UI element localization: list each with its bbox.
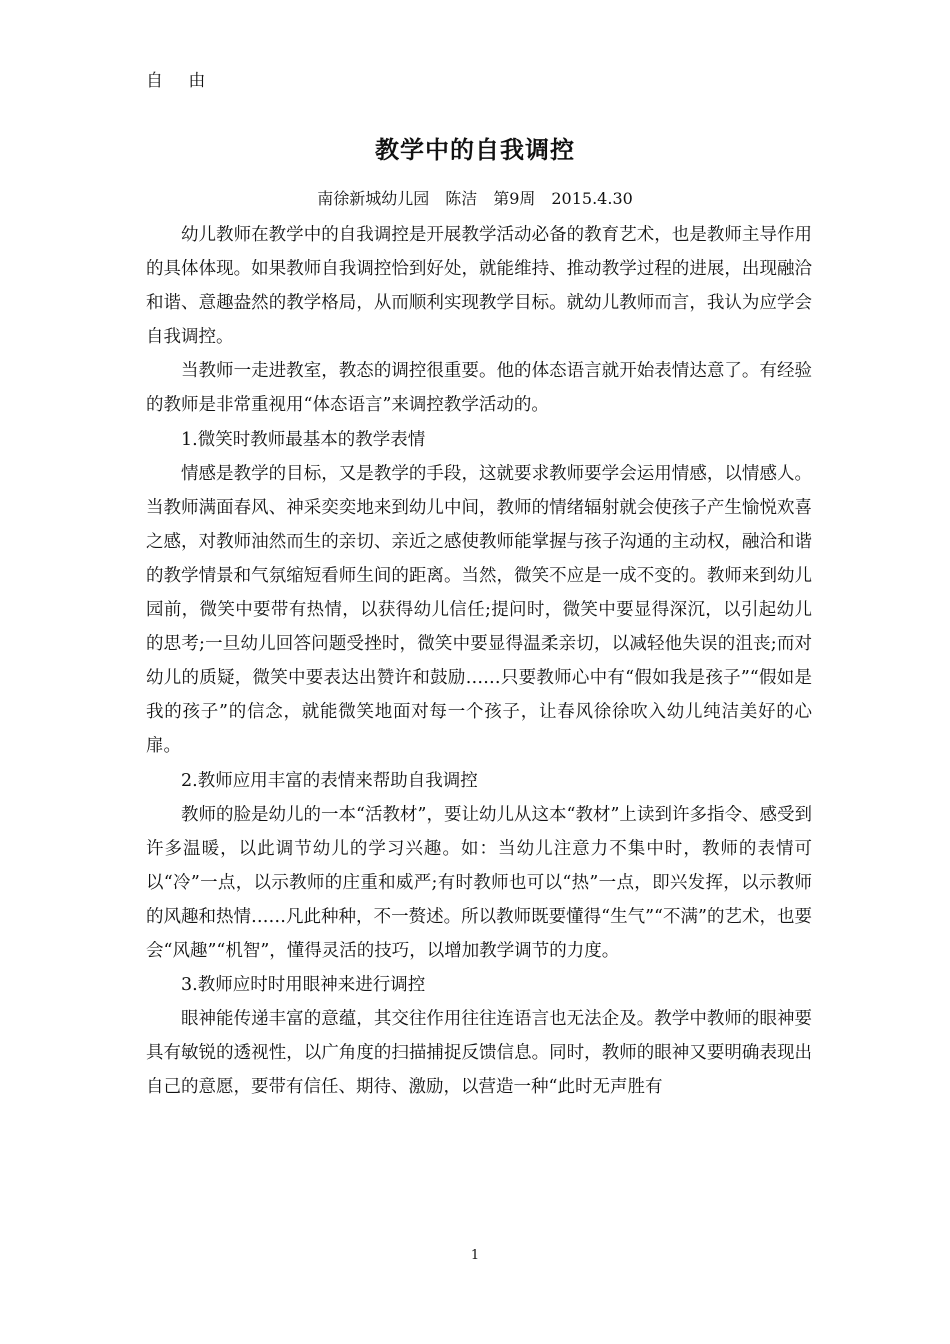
- document-title: 教学中的自我调控: [375, 135, 575, 164]
- header-tag: 自 由: [146, 71, 216, 91]
- section-heading-1: 1.微笑时教师最基本的教学表情: [181, 429, 426, 450]
- section-heading-3: 3.教师应时时用眼神来进行调控: [181, 975, 426, 996]
- paragraph-smile: 情感是教学的目标，又是教学的手段，这就要求教师要学会运用情感，以情感人。当教师满面春风、神采奕奕地来到幼儿中间，教师的情绪辐射就会使孩子产生愉悦欢喜之感，对教师油然而生的亲切、亲近之感使教师能掌握与孩子沟通的主动权，融洽和谐的教学情景和气氛缩短看师生间的距离。当然，微笑不应是一成不变的。教师来到幼儿园前，微笑中要带有热情，以获得幼儿信任;提问时，微笑中要显得深沉，以引起幼儿的思考;一旦幼儿回答问题受挫时，微笑中要显得温柔亲切，以减轻他失误的沮丧;而对幼儿的质疑，微笑中要表达出赞许和鼓励……只要教师心中有“假如我是孩子”“假如是我的孩子”的信念，就能微笑地面对每一个孩子，让春风徐徐吹入幼儿纯洁美好的心扉。: [146, 463, 812, 757]
- section-heading-2: 2.教师应用丰富的表情来帮助自我调控: [181, 770, 478, 791]
- page-number: 1: [470, 1248, 480, 1263]
- paragraph-intro: 幼儿教师在教学中的自我调控是开展教学活动必备的教育艺术，也是教师主导作用的具体体现。如果教师自我调控恰到好处，就能维持、推动教学过程的进展，出现融洽和谐、意趣盎然的教学格局，从而顺利实现教学目标。就幼儿教师而言，我认为应学会自我调控。: [146, 225, 812, 348]
- byline: 南徐新城幼儿园 陈洁 第9周 2015.4.30: [317, 189, 633, 208]
- paragraph-eyes: 眼神能传递丰富的意蕴，其交往作用往往连语言也无法企及。教学中教师的眼神要具有敏锐的透视性，以广角度的扫描捕捉反馈信息。同时，教师的眼神又要明确表现出自己的意愿，要带有信任、期待、激励，以营造一种“此时无声胜有: [146, 1009, 812, 1098]
- body-text: [146, 218, 812, 1104]
- paragraph-expression: 教师的脸是幼儿的一本“活教材”，要让幼儿从这本“教材”上读到许多指令、感受到许多温暖，以此调节幼儿的学习兴趣。如：当幼儿注意力不集中时，教师的表情可以“冷”一点，以示教师的庄重和威严;有时教师也可以“热”一点，即兴发挥，以示教师的风趣和热情……凡此种种，不一赘述。所以教师既要懂得“生气”“不满”的艺术，也要会“风趣”“机智”，懂得灵活的技巧，以增加教学调节的力度。: [146, 804, 812, 961]
- paragraph-posture: 当教师一走进教室，教态的调控很重要。他的体态语言就开始表情达意了。有经验的教师是非常重视用“体态语言”来调控教学活动的。: [146, 361, 812, 416]
